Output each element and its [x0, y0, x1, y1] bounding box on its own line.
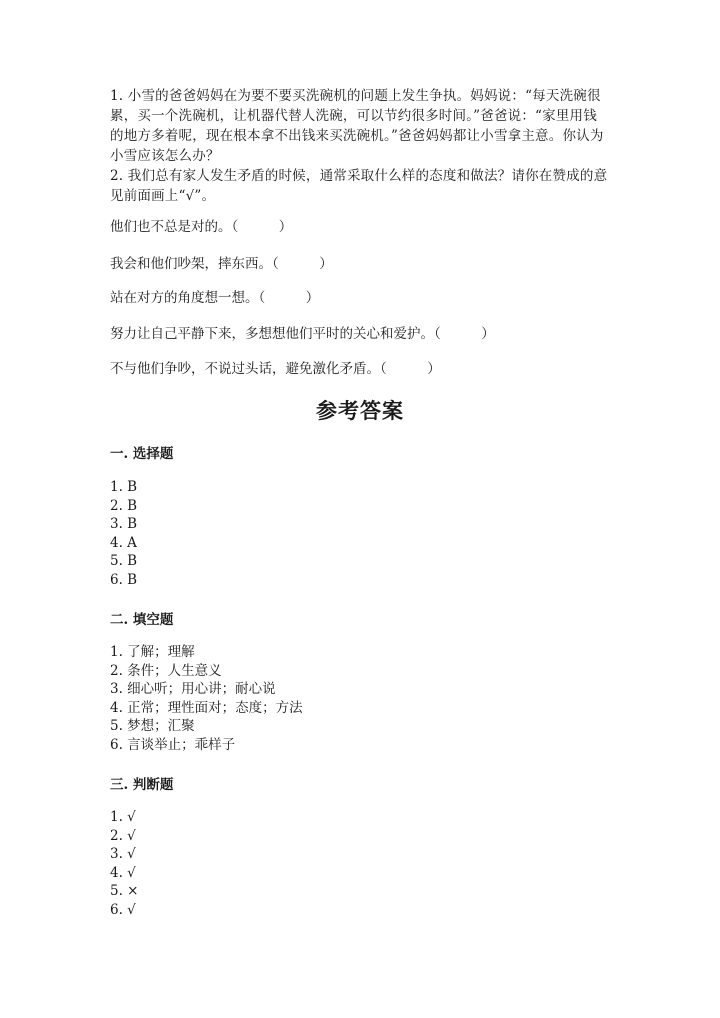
answer-item: 3. √	[110, 846, 136, 863]
question-2: 2. 我们总有家人发生矛盾的时候，通常采取什么样的态度和做法？请你在赞成的意见前面画上“√”。	[110, 168, 608, 204]
option-5: 不与他们争吵，不说过头话，避免激化矛盾。（ ）	[110, 361, 441, 377]
answer-item: 6. B	[110, 571, 138, 588]
answer-item: 1. 了解；理解	[110, 644, 195, 660]
option-1: 他们也不总是对的。（ ）	[110, 219, 293, 235]
answer-item: 5. ×	[110, 883, 139, 900]
answer-item: 3. B	[110, 516, 138, 533]
answer-list-judge	[110, 808, 138, 920]
option-4: 努力让自己平静下来，多想想他们平时的关心和爱护。（ ）	[110, 326, 495, 342]
answer-item: 3. 细心听；用心讲；耐心说	[110, 681, 276, 698]
question-1: 1. 小雪的爸爸妈妈在为要不要买洗碗机的问题上发生争执。妈妈说：“每天洗碗很累，买一个洗碗机，让机器代替人洗碗，可以节约很多时间。”爸爸说：“家里用钱的地方多着呢，现在根本拿不出钱来买洗碗机。”爸爸妈妈都让小雪拿主意。你认为小雪应该怎么办？	[110, 88, 604, 164]
answer-item: 1. B	[110, 479, 138, 495]
answer-item: 4. √	[110, 864, 136, 881]
section-heading-judge: 三. 判断题	[110, 777, 174, 793]
question-block	[110, 86, 610, 206]
answer-item: 5. B	[110, 553, 138, 570]
section-heading-choice: 一. 选择题	[110, 446, 174, 462]
answer-key-title: 参考答案	[316, 398, 404, 423]
answer-item: 5. 梦想；汇聚	[110, 718, 195, 735]
answer-item: 2. 条件；人生意义	[110, 662, 222, 679]
answer-item: 6. √	[110, 901, 136, 918]
section-heading-fill: 二. 填空题	[110, 612, 174, 628]
option-3: 站在对方的角度想一想。（ ）	[110, 290, 320, 306]
answer-item: 4. A	[110, 534, 137, 551]
option-2: 我会和他们吵架，摔东西。（ ）	[110, 256, 333, 272]
answer-item: 6. 言谈举止；乖样子	[110, 736, 236, 753]
answer-item: 1. √	[110, 809, 136, 825]
answer-list-choice	[110, 478, 137, 590]
answer-item: 4. 正常；理性面对；态度；方法	[110, 699, 303, 716]
answer-list-fill	[110, 643, 303, 755]
answer-item: 2. √	[110, 827, 136, 844]
answer-item: 2. B	[110, 497, 138, 514]
